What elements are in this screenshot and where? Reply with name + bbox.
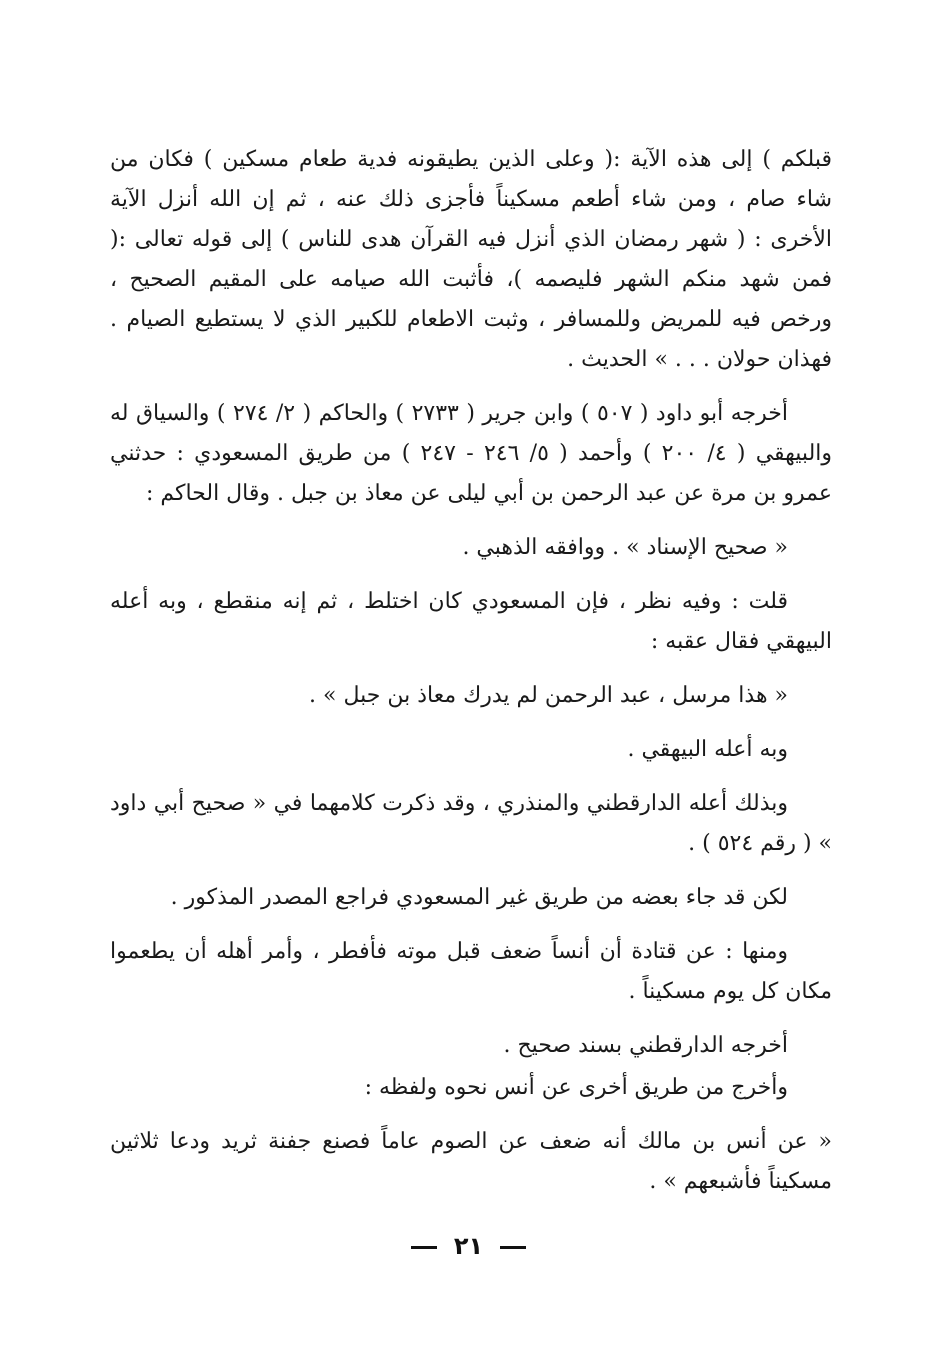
paragraph-anas-route: وأخرج من طريق أخرى عن أنس نحوه ولفظه : bbox=[364, 1075, 788, 1100]
quote-bayhaqi: « هذا مرسل ، عبد الرحمن لم يدرك معاذ بن جبل » . bbox=[309, 683, 788, 708]
paragraph-daraqutni: وبذلك أعله الدارقطني والمنذري ، وقد ذكرت كلامهما في « صحيح أبي داود » ( رقم ٥٢٤ ) . bbox=[110, 791, 832, 856]
paragraph-hadith-continuation: قبلكم ) إلى هذه الآية :( وعلى الذين يطيقونه فدية طعام مسكين ) فكان من شاء صام ، ومن شاء أطعم مسكيناً فأجزى ذلك عنه ، ثم إن الله أنزل الآية الأخرى : ( شهر رمضان الذي أنزل فيه القرآن هدى للناس ) إلى قوله تعالى :( فمن شهد منكم الشهر فليصمه )، فأثبت الله صيامه على المقيم الصحيح ، ورخص فيه للمريض وللمسافر ، وثبت الاطعام للكبير الذي لا يستطيع الصيام . فهذان حولان . . . » الحديث . bbox=[110, 147, 832, 372]
page-body bbox=[110, 140, 832, 1216]
page-footer bbox=[0, 1232, 937, 1260]
paragraph-daraqutni-sanad: أخرجه الدارقطني بسند صحيح . bbox=[503, 1033, 788, 1058]
footer-dash-left bbox=[411, 1246, 437, 1249]
paragraph-other-route: لكن قد جاء بعضه من طريق غير المسعودي فراجع المصدر المذكور . bbox=[170, 885, 788, 910]
quote-hakim: « صحيح الإسناد » . ووافقه الذهبي . bbox=[462, 535, 788, 560]
paragraph-bayhaqi-illa: وبه أعله البيهقي . bbox=[627, 737, 788, 762]
quote-anas: « عن أنس بن مالك أنه ضعف عن الصوم عاماً فصنع جفنة ثريد ودعا ثلاثين مسكيناً فأشبعهم » . bbox=[110, 1129, 832, 1194]
footer-dash-right bbox=[500, 1246, 526, 1249]
paragraph-takhrij: أخرجه أبو داود ( ٥٠٧ ) وابن جرير ( ٢٧٣٣ ) والحاكم ( ٢/ ٢٧٤ ) والسياق له والبيهقي ( ٤/ ٢٠٠ ) وأحمد ( ٥/ ٢٤٦ - ٢٤٧ ) من طريق المسعودي : حدثني عمرو بن مرة عن عبد الرحمن بن أبي ليلى عن معاذ بن جبل . وقال الحاكم : bbox=[110, 401, 833, 506]
paragraph-qatada: ومنها : عن قتادة أن أنساً ضعف قبل موته فأفطر ، وأمر أهله أن يطعموا مكان كل يوم مسكيناً . bbox=[110, 939, 832, 1004]
paragraph-qultu: قلت : وفيه نظر ، فإن المسعودي كان اختلط ، ثم إنه منقطع ، وبه أعله البيهقي فقال عقبه : bbox=[110, 589, 832, 654]
page-number: ٢١ bbox=[453, 1232, 484, 1260]
